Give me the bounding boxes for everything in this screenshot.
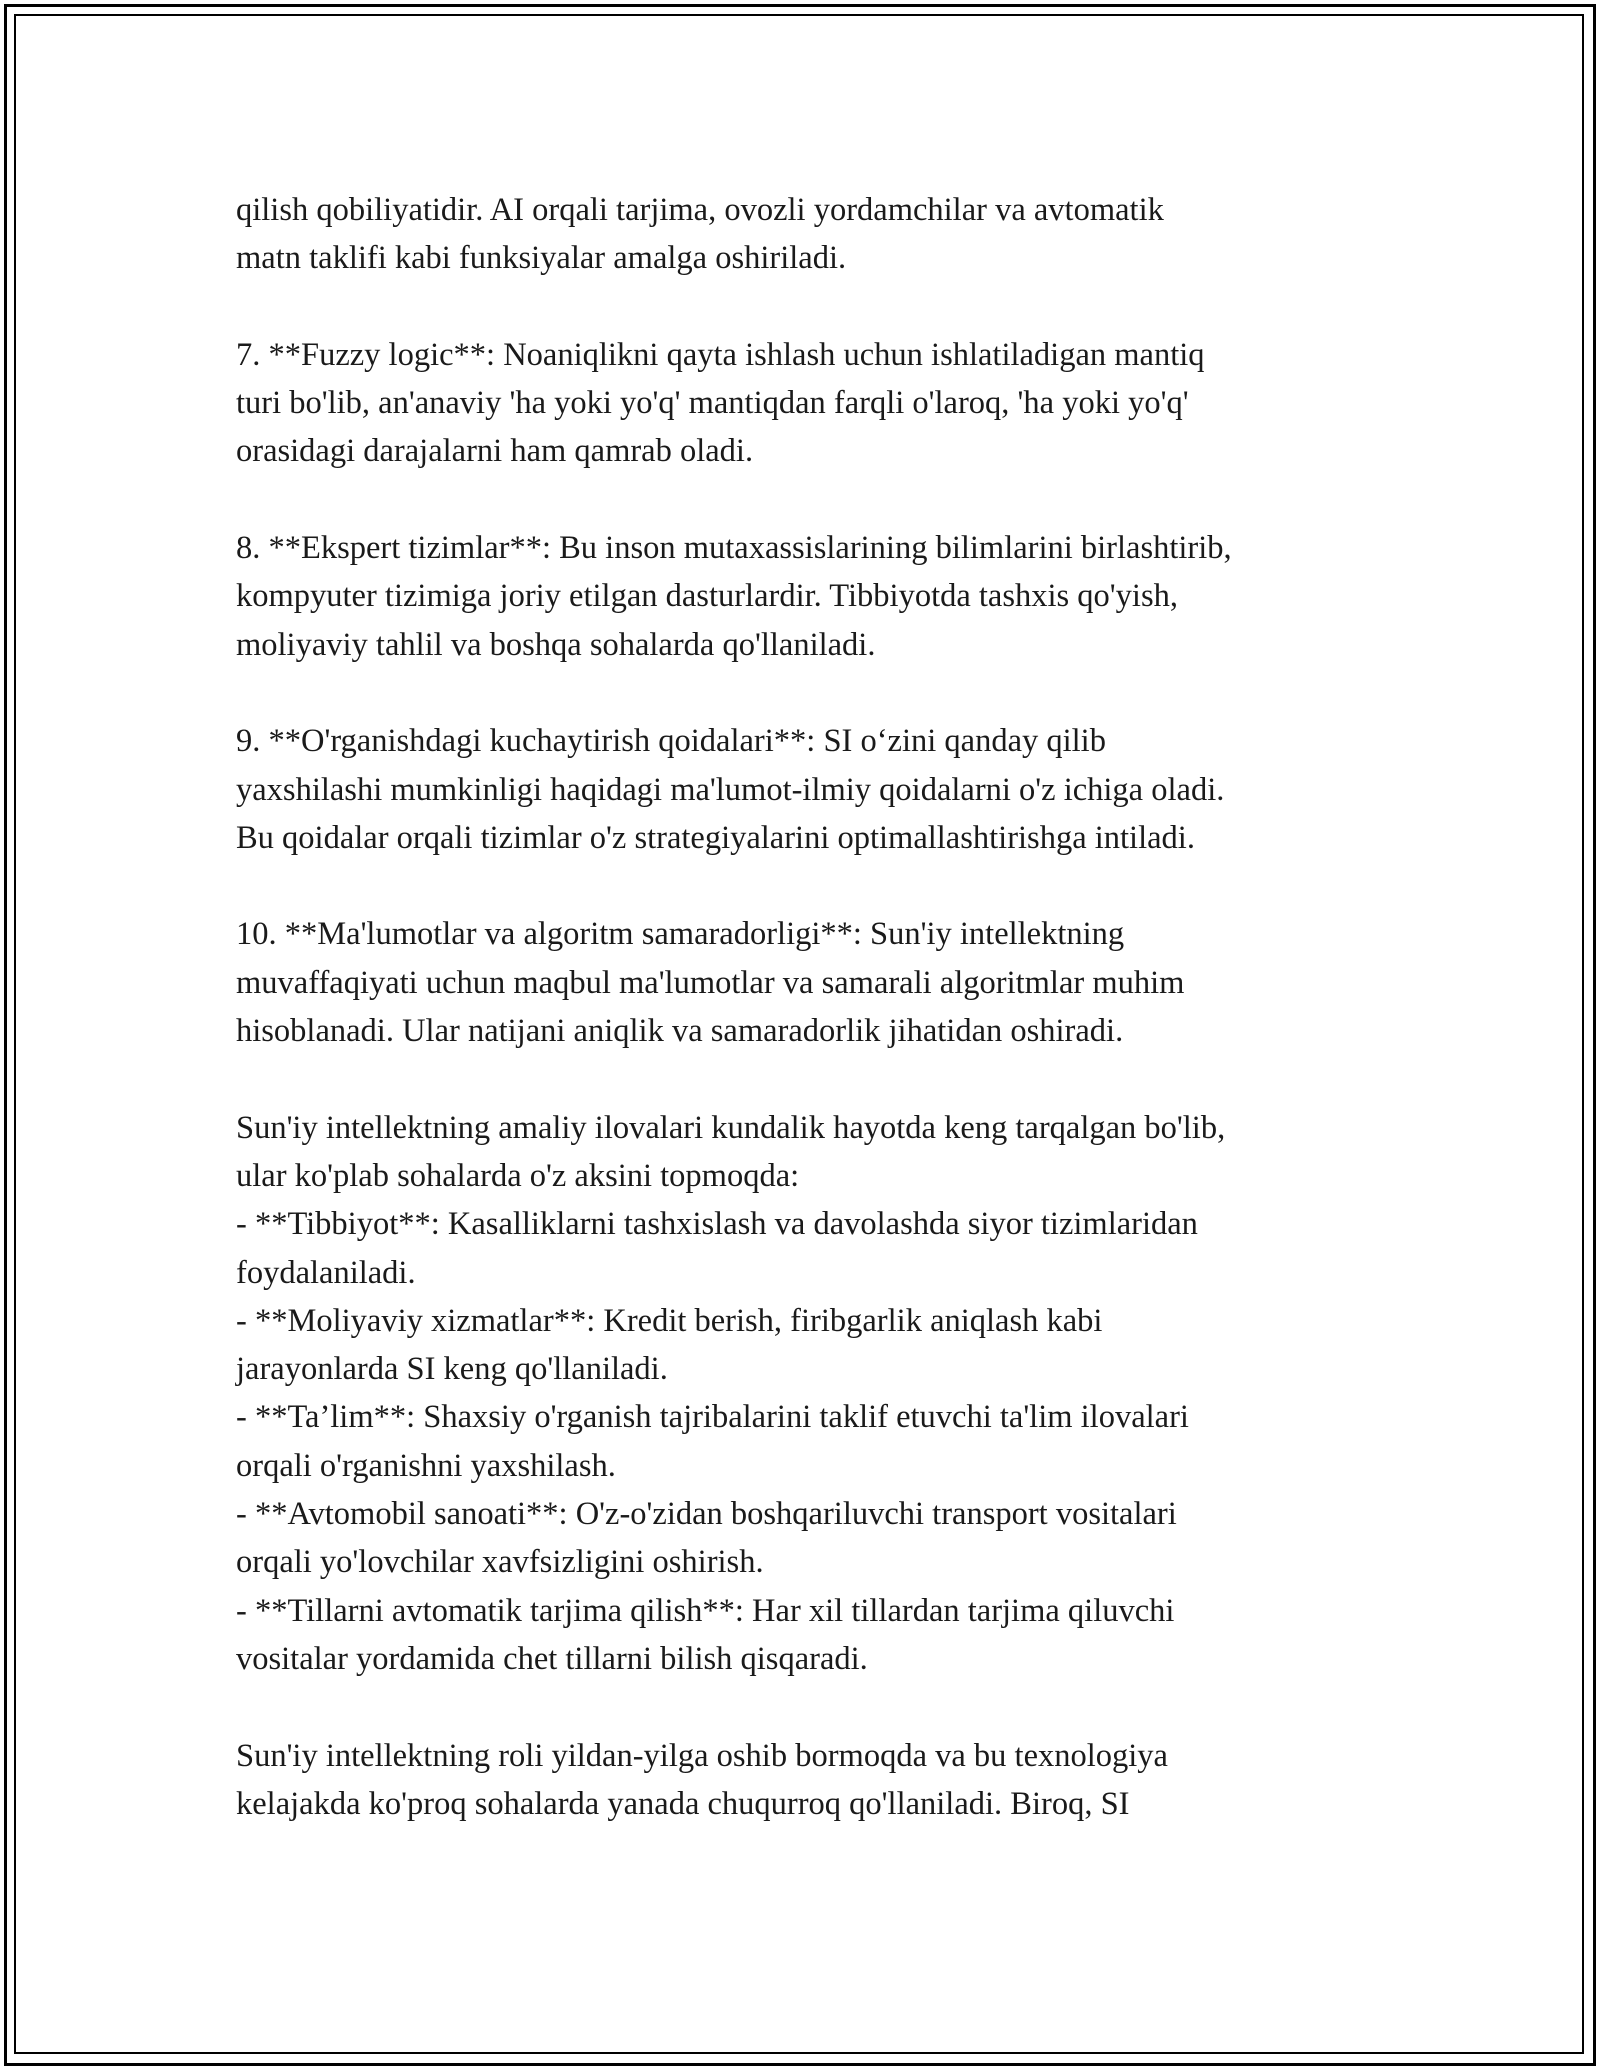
paragraph-gap xyxy=(236,1683,1376,1731)
list-item-line: - **Tibbiyot**: Kasalliklarni tashxislash va davolashda siyor tizimlaridan xyxy=(236,1206,1198,1243)
list-item-line: orqali yo'lovchilar xavfsizligini oshirish. xyxy=(236,1544,764,1581)
list-item-line: - **Tillarni avtomatik tarjima qilish**: Har xil tillardan tarjima qiluvchi xyxy=(236,1592,1175,1629)
text-line: moliyaviy tahlil va boshqa sohalarda qo'llaniladi. xyxy=(236,626,876,663)
text-line: 7. **Fuzzy logic**: Noaniqlikni qayta ishlash uchun ishlatiladigan mantiq xyxy=(236,336,1205,373)
list-item-line: jarayonlarda SI keng qo'llaniladi. xyxy=(236,1351,668,1388)
text-line: muvaffaqiyati uchun maqbul ma'lumotlar va samarali algoritmlar muhim xyxy=(236,964,1185,1001)
text-line: matn taklifi kabi funksiyalar amalga oshiriladi. xyxy=(236,240,847,277)
paragraph-gap xyxy=(236,669,1376,717)
paragraph-gap xyxy=(236,283,1376,331)
list-item-line: foydalaniladi. xyxy=(236,1254,416,1291)
list-item-line: - **Avtomobil sanoati**: O'z-o'zidan boshqariluvchi transport vositalari xyxy=(236,1496,1177,1533)
paragraph-gap xyxy=(236,862,1376,910)
document-body xyxy=(236,186,1376,1828)
text-line: kompyuter tizimiga joriy etilgan dasturlardir. Tibbiyotda tashxis qo'yish, xyxy=(236,578,1178,615)
list-item-line: - **Moliyaviy xizmatlar**: Kredit berish, firibgarlik aniqlash kabi xyxy=(236,1302,1103,1339)
text-line: Sun'iy intellektning amaliy ilovalari kundalik hayotda keng tarqalgan bo'lib, xyxy=(236,1109,1226,1146)
text-line: 9. **O'rganishdagi kuchaytirish qoidalari**: SI o‘zini qanday qilib xyxy=(236,723,1106,760)
text-line: Sun'iy intellektning roli yildan-yilga oshib bormoqda va bu texnologiya xyxy=(236,1737,1168,1774)
list-item-line: vositalar yordamida chet tillarni bilish qisqaradi. xyxy=(236,1640,868,1677)
text-line: kelajakda ko'proq sohalarda yanada chuqurroq qo'llaniladi. Biroq, SI xyxy=(236,1785,1130,1822)
paragraph-gap xyxy=(236,476,1376,524)
text-line: turi bo'lib, an'anaviy 'ha yoki yo'q' mantiqdan farqli o'laroq, 'ha yoki yo'q' xyxy=(236,385,1189,422)
list-item-line: orqali o'rganishni yaxshilash. xyxy=(236,1447,616,1484)
text-line: qilish qobiliyatidir. AI orqali tarjima, ovozli yordamchilar va avtomatik xyxy=(236,192,1164,228)
text-line: yaxshilashi mumkinligi haqidagi ma'lumot-ilmiy qoidalarni o'z ichiga oladi. xyxy=(236,771,1225,808)
text-line: 10. **Ma'lumotlar va algoritm samaradorligi**: Sun'iy intellektning xyxy=(236,916,1125,953)
text-line: hisoblanadi. Ular natijani aniqlik va samaradorlik jihatidan oshiradi. xyxy=(236,1013,1124,1050)
paragraph-gap xyxy=(236,1055,1376,1103)
text-line: 8. **Ekspert tizimlar**: Bu inson mutaxassislarining bilimlarini birlashtirib, xyxy=(236,530,1232,567)
text-line: ular ko'plab sohalarda o'z aksini topmoqda: xyxy=(236,1157,800,1194)
text-line: orasidagi darajalarni ham qamrab oladi. xyxy=(236,433,754,470)
text-line: Bu qoidalar orqali tizimlar o'z strategiyalarini optimallashtirishga intiladi. xyxy=(236,819,1195,856)
list-item-line: - **Ta’lim**: Shaxsiy o'rganish tajribalarini taklif etuvchi ta'lim ilovalari xyxy=(236,1399,1189,1436)
